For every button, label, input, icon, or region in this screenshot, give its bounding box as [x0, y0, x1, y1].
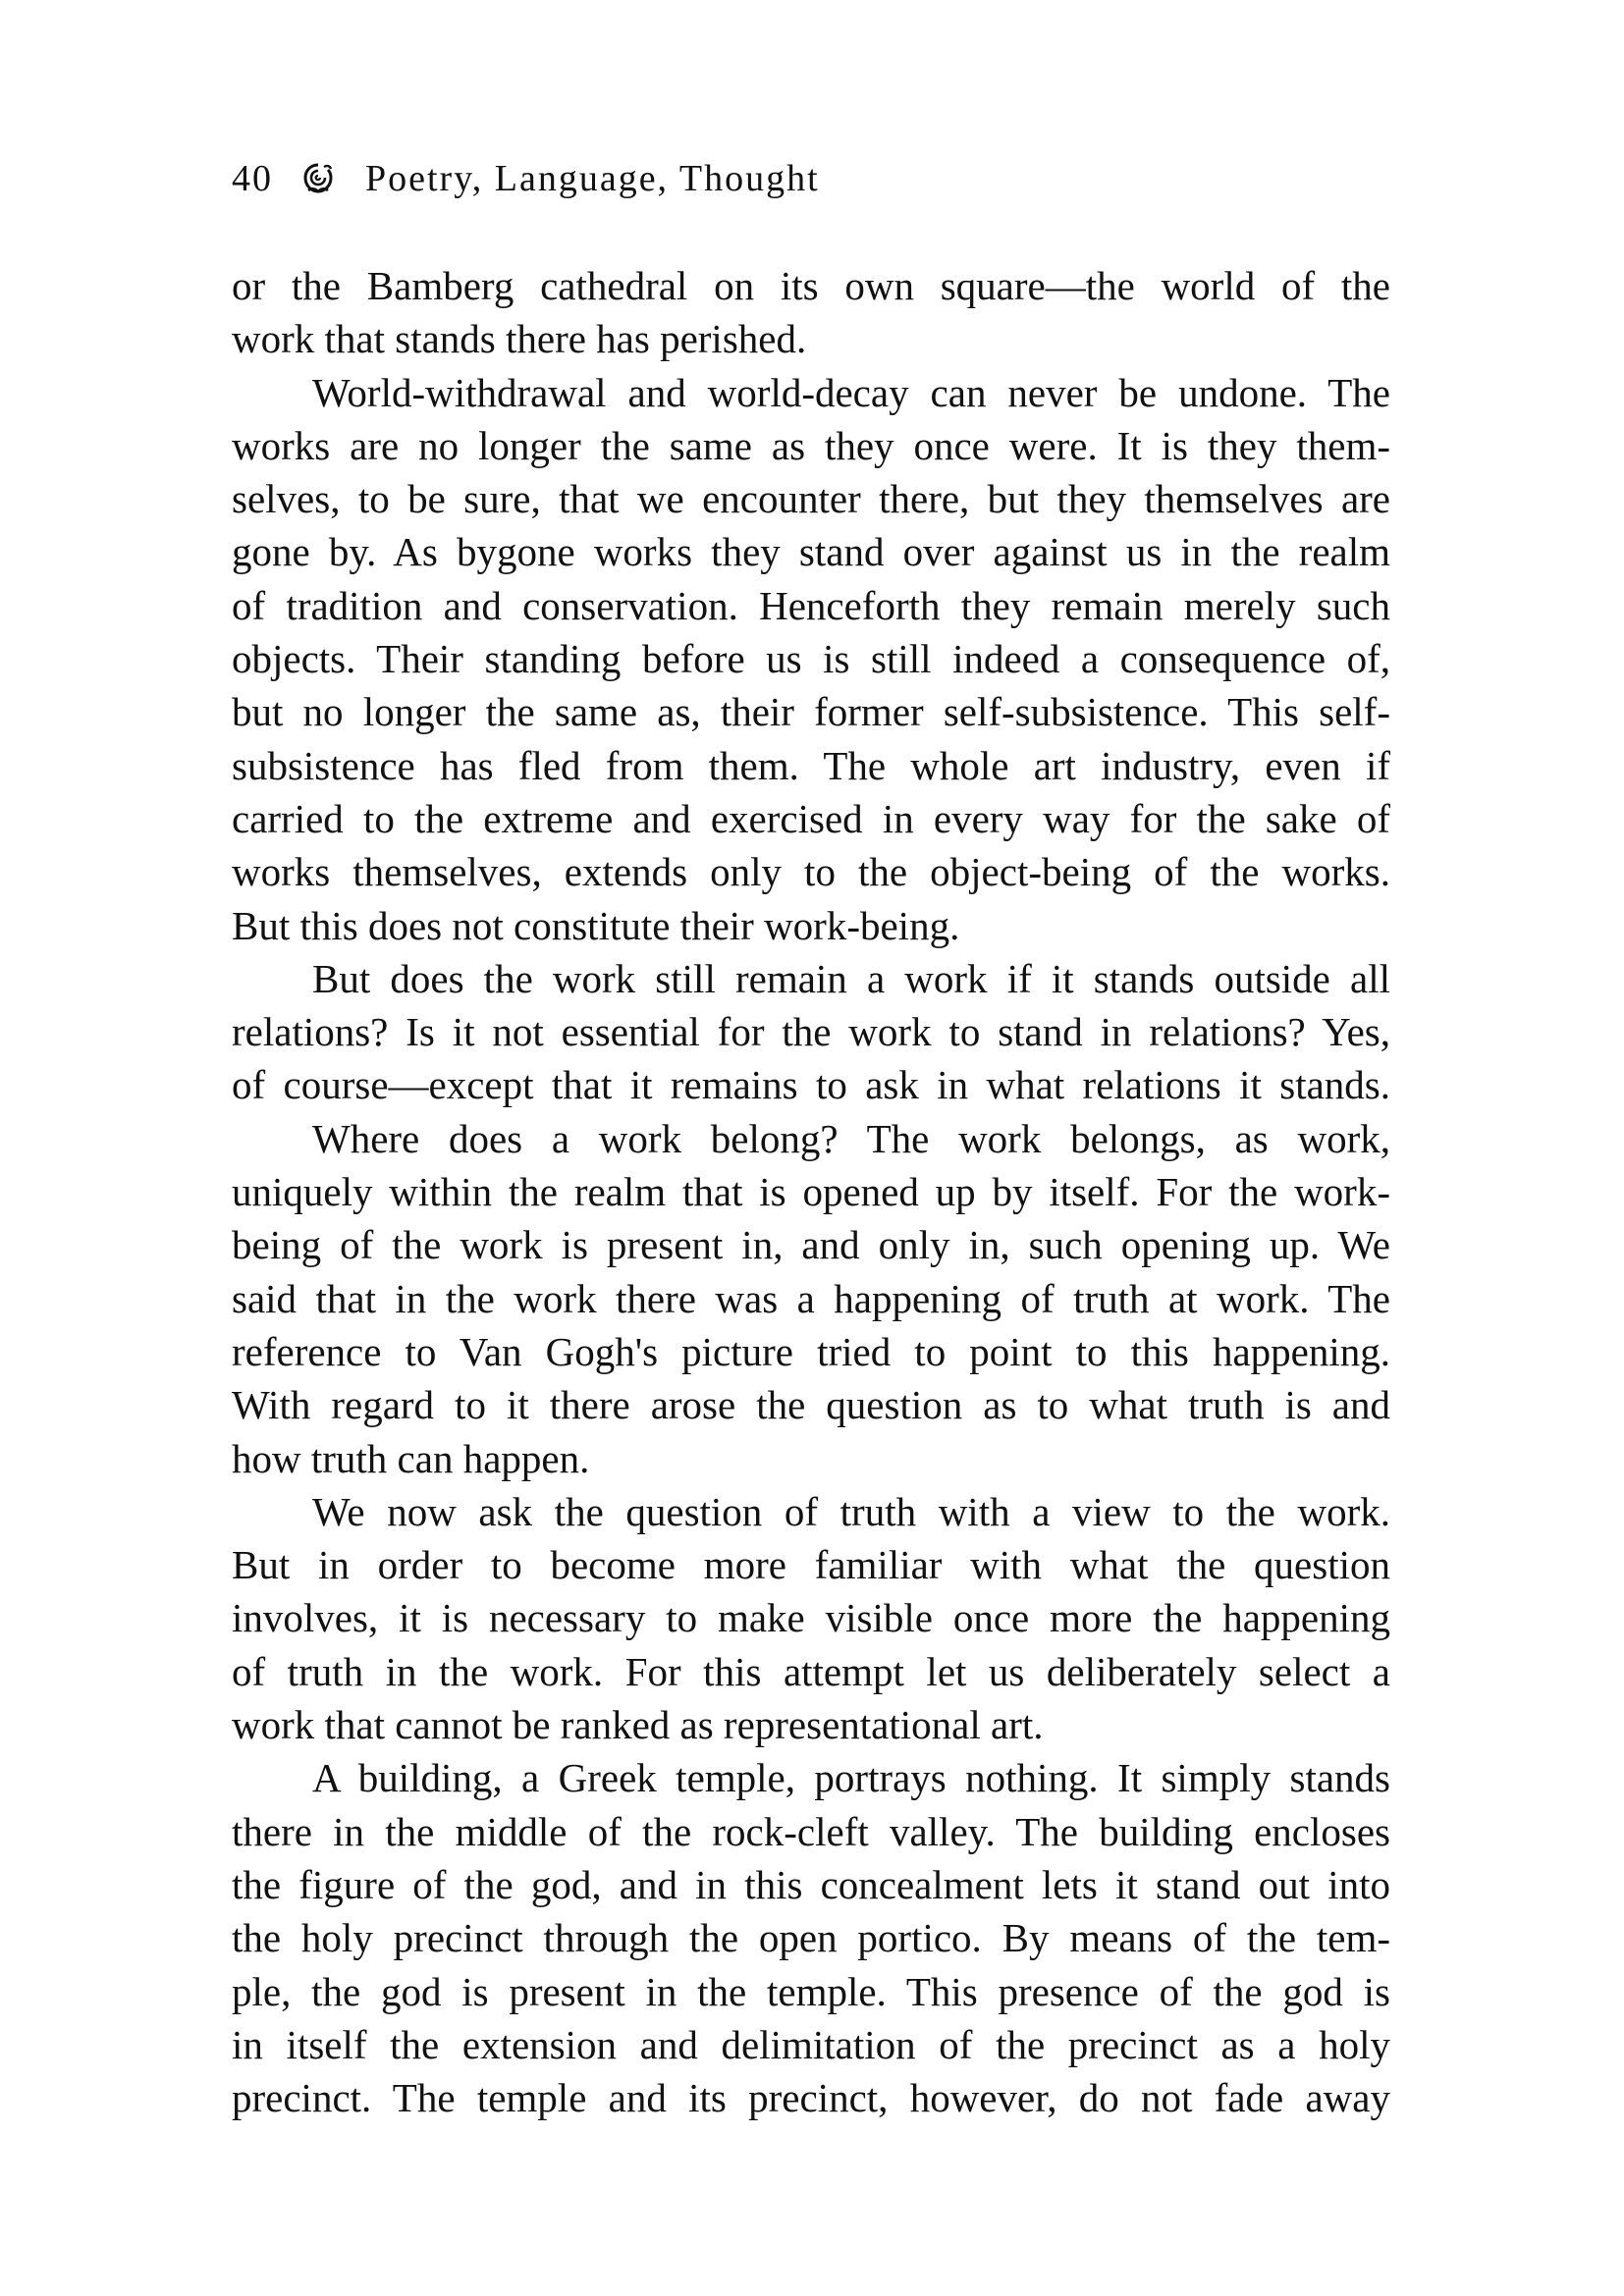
text-line: work that stands there has perished.: [232, 316, 807, 362]
text-line: objects. Their standing before us is still indeed a consequence of,: [232, 636, 1390, 682]
text-line: With regard to it there arose the question as to what truth is and: [232, 1382, 1390, 1428]
text-line: gone by. As bygone works they stand over against us in the realm: [232, 529, 1390, 575]
text-line: But this does not constitute their work-being.: [232, 902, 960, 948]
text-line: But does the work still remain a work if it stands outside all: [312, 955, 1390, 1001]
text-line: World-withdrawal and world-decay can never be undone. The: [312, 369, 1390, 415]
text-line: or the Bamberg cathedral on its own square—the world of the: [232, 263, 1390, 308]
text-line: A building, a Greek temple, portrays nothing. It simply stands: [312, 1755, 1390, 1801]
book-title: Poetry, Language, Thought: [365, 158, 820, 199]
page-number: 40: [232, 158, 273, 199]
text-line: being of the work is present in, and only in, such opening up. We: [232, 1222, 1390, 1268]
text-line: the holy precinct through the open portico. By means of the tem-: [232, 1915, 1390, 1961]
text-line: subsistence has fled from them. The whole art industry, even if: [232, 742, 1390, 788]
text-line: But in order to become more familiar with what the question: [232, 1542, 1390, 1588]
body-text: [232, 259, 1390, 2124]
text-line: work that cannot be ranked as representational art.: [232, 1702, 1044, 1748]
text-line: the figure of the god, and in this concealment lets it stand out into: [232, 1861, 1390, 1907]
text-line: works are no longer the same as they once were. It is they them-: [232, 422, 1390, 468]
text-line: how truth can happen.: [232, 1435, 590, 1481]
text-line: there in the middle of the rock-cleft valley. The building encloses: [232, 1808, 1390, 1854]
text-line: selves, to be sure, that we encounter there, but they themselves are: [232, 476, 1390, 522]
text-line: of tradition and conservation. Henceforth they remain merely such: [232, 582, 1390, 628]
text-line: works themselves, extends only to the object-being of the works.: [232, 849, 1390, 895]
text-line: but no longer the same as, their former self-subsistence. This self-: [232, 689, 1390, 735]
running-head: [232, 157, 820, 200]
text-line: We now ask the question of truth with a view to the work.: [312, 1488, 1390, 1534]
text-line: of course—except that it remains to ask in what relations it stands.: [232, 1062, 1390, 1108]
text-line: uniquely within the realm that is opened up by itself. For the work-: [232, 1169, 1390, 1215]
text-line: precinct. The temple and its precinct, however, do not fade away: [232, 2075, 1390, 2121]
text-line: of truth in the work. For this attempt let us deliberately select a: [232, 1648, 1390, 1694]
text-line: ple, the god is present in the temple. This presence of the god is: [232, 1968, 1390, 2014]
text-line: carried to the extreme and exercised in every way for the sake of: [232, 795, 1390, 841]
rose-ornament-icon: [300, 161, 336, 196]
text-line: involves, it is necessary to make visible once more the happening: [232, 1595, 1390, 1641]
text-line: reference to Van Gogh's picture tried to point to this happening.: [232, 1328, 1390, 1374]
text-line: relations? Is it not essential for the work to stand in relations? Yes,: [232, 1009, 1390, 1055]
text-line: Where does a work belong? The work belongs, as work,: [312, 1115, 1390, 1161]
text-line: said that in the work there was a happening of truth at work. The: [232, 1275, 1390, 1321]
text-line: in itself the extension and delimitation of the precinct as a holy: [232, 2021, 1390, 2067]
